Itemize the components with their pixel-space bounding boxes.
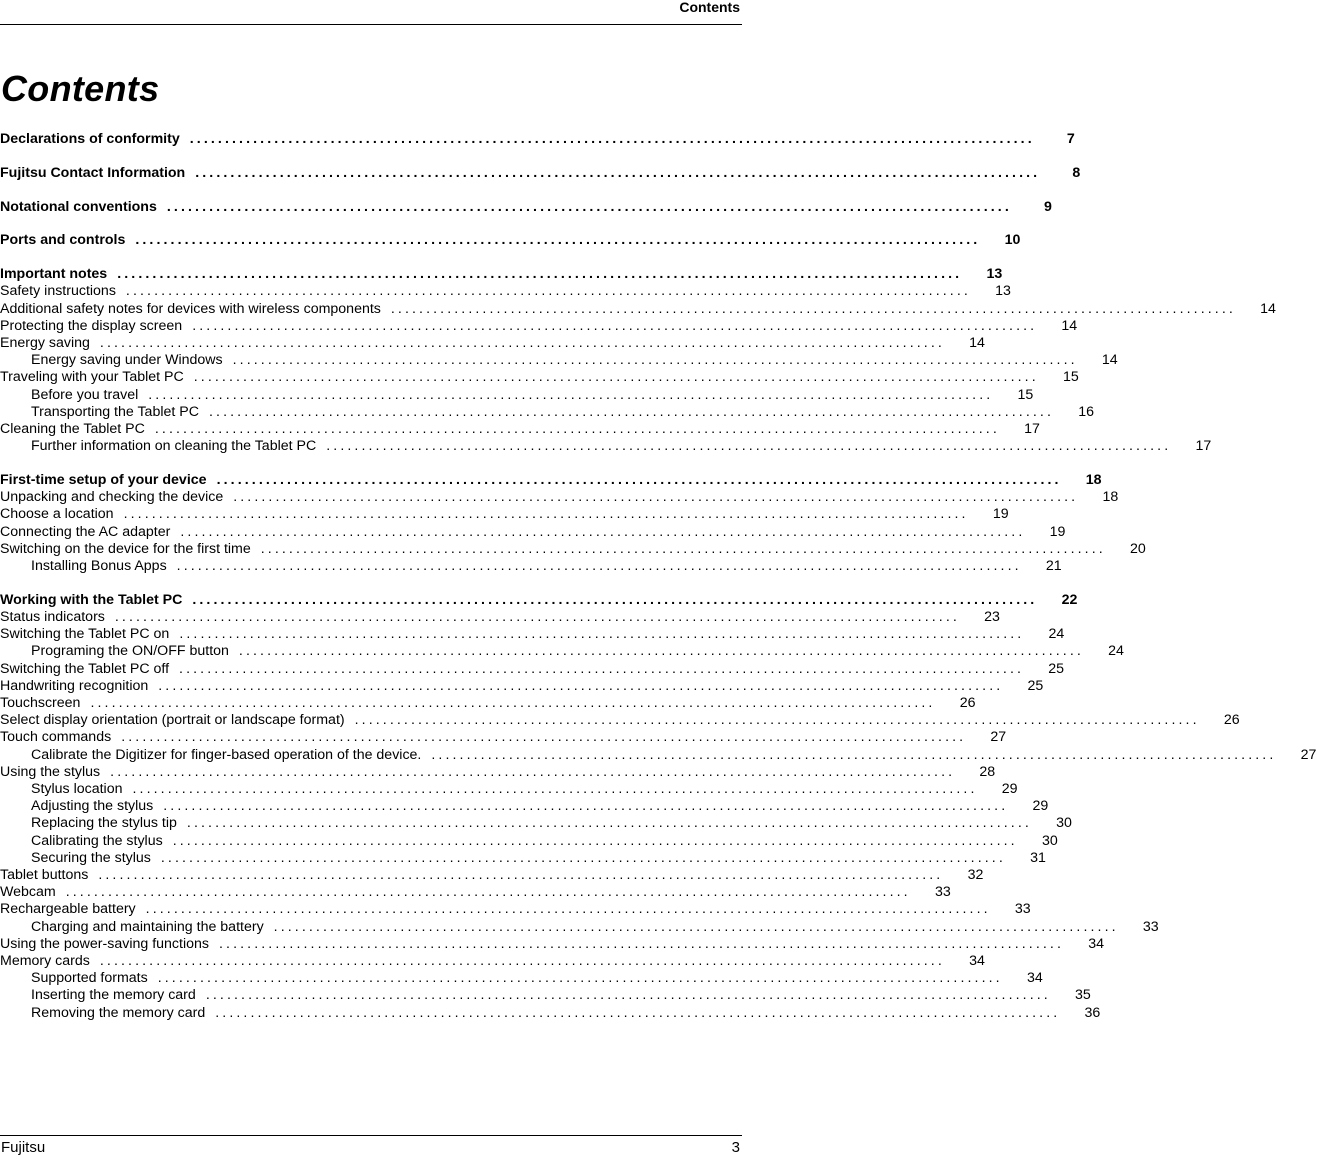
toc-entry-label: Adjusting the stylus <box>31 798 154 815</box>
toc-entry-label: Removing the memory card <box>31 1004 206 1021</box>
toc-dot-leader: ........................................................................................................................ <box>166 198 1012 215</box>
running-header-title: Contents <box>679 0 740 15</box>
toc-entry[interactable] <box>0 746 1317 764</box>
toc-entry-page: 32 <box>967 867 984 883</box>
toc-dot-leader: ........................................................................................................................ <box>192 317 1038 334</box>
footer-page-number: 3 <box>731 1139 740 1156</box>
toc-chapter-entry[interactable] <box>0 231 1021 249</box>
toc-entry-page: 25 <box>1027 677 1044 694</box>
toc-dot-leader: ........................................................................................................................ <box>99 335 945 351</box>
toc-chapter-entry[interactable] <box>0 164 1081 182</box>
toc-entry[interactable] <box>0 677 1044 695</box>
toc-entry-page: 18 <box>1102 489 1119 506</box>
toc-dot-leader: ........................................................................................................................ <box>218 935 1064 952</box>
toc-entry-page: 35 <box>1075 987 1091 1004</box>
toc-dot-leader: ........................................................................................................................ <box>121 729 967 746</box>
toc-entry-label: Energy saving <box>0 335 90 351</box>
toc-entry-page: 29 <box>1032 798 1049 815</box>
toc-entry-label: Working with the Tablet PC <box>0 591 183 608</box>
toc-entry-page: 30 <box>1041 832 1058 849</box>
toc-entry-page: 22 <box>1061 591 1078 608</box>
toc-entry-page: 14 <box>1061 317 1078 334</box>
toc-dot-leader: ........................................................................................................................ <box>176 558 1022 574</box>
toc-entry-label: Before you travel <box>31 386 139 403</box>
toc-dot-leader: ........................................................................................................................ <box>148 386 994 403</box>
toc-entry[interactable] <box>0 952 985 970</box>
toc-entry[interactable] <box>0 608 1000 626</box>
toc-entry-page: 7 <box>1066 131 1075 147</box>
toc-dot-leader: ........................................................................................................................ <box>123 506 969 523</box>
toc-entry-page: 23 <box>984 609 1000 625</box>
toc-entry[interactable] <box>0 540 1146 558</box>
toc-entry-page: 10 <box>1004 232 1021 249</box>
toc-dot-leader: ........................................................................................................................ <box>125 283 971 300</box>
toc-entry-label: Touch commands <box>0 729 112 746</box>
toc-entry[interactable] <box>0 849 1046 867</box>
toc-entry[interactable] <box>0 557 1062 575</box>
toc-entry-page: 18 <box>1085 472 1102 488</box>
toc-entry[interactable] <box>0 883 951 901</box>
toc-entry-label: Cleaning the Tablet PC <box>0 421 145 437</box>
toc-dot-leader: ........................................................................................................................ <box>326 438 1172 455</box>
toc-chapter-entry[interactable] <box>0 591 1078 609</box>
toc-chapter-entry[interactable] <box>0 130 1075 148</box>
toc-chapter-entry[interactable] <box>0 265 1003 283</box>
toc-entry-page: 27 <box>990 729 1007 746</box>
toc-entry[interactable] <box>0 282 1011 300</box>
toc-entry-label: Fujitsu Contact Information <box>0 164 186 181</box>
toc-dot-leader: ........................................................................................................................ <box>90 695 936 711</box>
toc-entry-label: Memory cards <box>0 953 90 969</box>
toc-entry[interactable] <box>0 728 1007 746</box>
toc-dot-leader: ........................................................................................................................ <box>431 746 1277 763</box>
toc-entry-label: Unpacking and checking the device <box>0 489 224 506</box>
toc-entry-page: 34 <box>969 953 985 969</box>
toc-entry-page: 14 <box>1260 300 1276 317</box>
toc-entry[interactable] <box>0 642 1124 660</box>
toc-entry-label: Inserting the memory card <box>31 987 196 1004</box>
toc-dot-leader: ........................................................................................................................ <box>110 763 956 780</box>
toc-dot-leader: ........................................................................................................................ <box>154 421 1000 437</box>
toc-entry-label: Declarations of conformity <box>0 131 180 147</box>
toc-entry[interactable] <box>0 437 1212 455</box>
toc-entry-label: Important notes <box>0 266 108 283</box>
toc-dot-leader: ........................................................................................................................ <box>215 1004 1061 1021</box>
toc-entry-page: 29 <box>1001 781 1018 797</box>
toc-dot-leader: ........................................................................................................................ <box>216 472 1062 488</box>
toc-entry-page: 17 <box>1195 438 1212 455</box>
toc-entry-label: Programing the ON/OFF button <box>31 643 229 660</box>
toc-entry[interactable] <box>0 1004 1101 1022</box>
toc-entry-page: 34 <box>1088 935 1104 952</box>
toc-dot-leader: ........................................................................................................................ <box>192 591 1038 608</box>
toc-entry-label: Replacing the stylus tip <box>31 815 177 832</box>
toc-entry-page: 13 <box>986 266 1003 283</box>
toc-chapter-entry[interactable] <box>0 198 1052 216</box>
toc-dot-leader: ........................................................................................................................ <box>158 677 1004 694</box>
toc-dot-leader: ........................................................................................................................ <box>98 867 944 883</box>
toc-dot-leader: ........................................................................................................................ <box>117 266 963 283</box>
toc-entry[interactable] <box>0 986 1091 1004</box>
toc-entry-page: 31 <box>1030 849 1046 866</box>
page-title: Contents <box>1 68 160 109</box>
toc-entry[interactable] <box>0 420 1040 438</box>
toc-dot-leader: ........................................................................................................................ <box>145 901 991 918</box>
toc-entry-label: Tablet buttons <box>0 867 89 883</box>
toc-entry[interactable] <box>0 625 1065 643</box>
toc-entry[interactable] <box>0 780 1018 798</box>
toc-entry[interactable] <box>0 694 976 712</box>
toc-chapter-entry[interactable] <box>0 471 1102 489</box>
toc-entry-label: Safety instructions <box>0 283 116 300</box>
toc-dot-leader: ........................................................................................................................ <box>99 953 945 969</box>
toc-entry-label: Notational conventions <box>0 198 157 215</box>
toc-dot-leader: ........................................................................................................................ <box>135 232 981 249</box>
toc-entry-page: 24 <box>1048 626 1065 643</box>
toc-entry-label: Protecting the display screen <box>0 317 183 334</box>
toc-entry[interactable] <box>0 832 1058 850</box>
toc-dot-leader: ........................................................................................................................ <box>232 352 1078 369</box>
toc-dot-leader: ........................................................................................................................ <box>195 164 1041 181</box>
toc-entry-page: 13 <box>995 283 1011 300</box>
toc-entry[interactable] <box>0 300 1276 318</box>
toc-entry[interactable] <box>0 368 1079 386</box>
toc-entry-label: Stylus location <box>31 781 123 797</box>
toc-dot-leader: ........................................................................................................................ <box>238 643 1084 660</box>
toc-dot-leader: ........................................................................................................................ <box>208 403 1054 420</box>
toc-entry[interactable] <box>0 505 1009 523</box>
toc-entry[interactable] <box>0 334 985 352</box>
toc-dot-leader: ........................................................................................................................ <box>260 540 1106 557</box>
toc-entry-page: 30 <box>1056 815 1072 832</box>
toc-entry[interactable] <box>0 797 1049 815</box>
toc-entry-page: 14 <box>969 335 985 351</box>
toc-entry-label: Switching on the device for the first time <box>0 540 251 557</box>
toc-dot-leader: ........................................................................................................................ <box>157 970 1003 987</box>
toc-entry-page: 16 <box>1078 403 1094 420</box>
toc-entry-page: 33 <box>934 884 951 901</box>
toc-entry-label: Rechargeable battery <box>0 901 136 918</box>
toc-entry-label: Ports and controls <box>0 232 126 249</box>
toc-entry[interactable] <box>0 711 1240 729</box>
toc-dot-leader: ........................................................................................................................ <box>65 884 911 901</box>
toc-dot-leader: ........................................................................................................................ <box>205 987 1051 1004</box>
toc-dot-leader: ........................................................................................................................ <box>179 660 1025 677</box>
toc-entry-label: Switching the Tablet PC off <box>0 660 170 677</box>
toc-dot-leader: ........................................................................................................................ <box>193 369 1039 386</box>
toc-entry-page: 34 <box>1026 970 1043 987</box>
toc-entry-label: Using the power-saving functions <box>0 935 209 952</box>
footer-brand: Fujitsu <box>1 1139 46 1156</box>
toc-entry[interactable] <box>0 935 1104 953</box>
toc-entry-label: Traveling with your Tablet PC <box>0 369 184 386</box>
toc-entry[interactable] <box>0 403 1094 421</box>
toc-entry-label: Touchscreen <box>0 695 81 711</box>
toc-entry-page: 17 <box>1024 421 1040 437</box>
toc-entry[interactable] <box>0 523 1066 541</box>
toc-entry[interactable] <box>0 317 1078 335</box>
toc-entry[interactable] <box>0 918 1159 936</box>
toc-entry-label: Installing Bonus Apps <box>31 558 167 574</box>
toc-entry-page: 27 <box>1300 746 1317 763</box>
toc-dot-leader: ........................................................................................................................ <box>160 849 1006 866</box>
toc-dot-leader: ........................................................................................................................ <box>179 626 1025 643</box>
toc-dot-leader: ........................................................................................................................ <box>172 832 1018 849</box>
toc-entry-page: 21 <box>1045 558 1062 574</box>
toc-entry-page: 26 <box>959 695 976 711</box>
toc-entry-page: 26 <box>1223 712 1240 729</box>
toc-entry-label: Status indicators <box>0 609 105 625</box>
toc-entry-label: Further information on cleaning the Tablet PC <box>31 438 317 455</box>
toc-entry-label: Select display orientation (portrait or landscape format) <box>0 712 345 729</box>
toc-entry[interactable] <box>0 900 1031 918</box>
toc-entry-page: 19 <box>992 506 1009 523</box>
toc-entry-label: Calibrating the stylus <box>31 832 163 849</box>
toc-entry[interactable] <box>0 660 1065 678</box>
toc-entry-label: Switching the Tablet PC on <box>0 626 170 643</box>
toc-entry-page: 9 <box>1043 198 1052 215</box>
toc-entry-page: 15 <box>1062 369 1079 386</box>
toc-entry[interactable] <box>0 814 1072 832</box>
toc-dot-leader: ........................................................................................................................ <box>114 609 960 625</box>
toc-entry[interactable] <box>0 763 996 781</box>
toc-entry-label: Additional safety notes for devices with wireless components <box>0 300 381 317</box>
toc-dot-leader: ........................................................................................................................ <box>132 781 978 797</box>
toc-entry-label: Handwriting recognition <box>0 677 149 694</box>
toc-dot-leader: ........................................................................................................................ <box>186 815 1032 832</box>
toc-entry-page: 14 <box>1101 352 1118 369</box>
toc-dot-leader: ........................................................................................................................ <box>390 300 1236 317</box>
toc-entry-label: Securing the stylus <box>31 849 151 866</box>
toc-entry-label: Using the stylus <box>0 763 101 780</box>
toc-dot-leader: ........................................................................................................................ <box>354 712 1200 729</box>
toc-dot-leader: ........................................................................................................................ <box>180 523 1026 540</box>
toc-dot-leader: ........................................................................................................................ <box>189 131 1035 147</box>
toc-dot-leader: ........................................................................................................................ <box>273 918 1119 935</box>
toc-entry-label: Connecting the AC adapter <box>0 523 171 540</box>
toc-entry-page: 28 <box>979 763 996 780</box>
footer-rule <box>0 1135 742 1136</box>
toc-entry-page: 8 <box>1072 164 1081 181</box>
toc-entry[interactable] <box>0 351 1118 369</box>
toc-entry-label: First-time setup of your device <box>0 472 207 488</box>
toc-entry-page: 15 <box>1017 386 1034 403</box>
toc-entry[interactable] <box>0 488 1119 506</box>
toc-dot-leader: ........................................................................................................................ <box>233 489 1079 506</box>
toc-entry-label: Supported formats <box>31 970 148 987</box>
toc-entry[interactable] <box>0 969 1043 987</box>
toc-entry-label: Choose a location <box>0 506 114 523</box>
toc-entry[interactable] <box>0 866 984 884</box>
toc-entry-page: 25 <box>1048 660 1065 677</box>
toc-entry-label: Energy saving under Windows <box>31 352 223 369</box>
toc-entry-page: 20 <box>1130 540 1146 557</box>
toc-entry-label: Webcam <box>0 884 56 901</box>
toc-entry-label: Calibrate the Digitizer for finger-based operation of the device. <box>31 746 422 763</box>
toc-entry-page: 36 <box>1084 1004 1101 1021</box>
toc-entry-label: Transporting the Tablet PC <box>31 403 199 420</box>
toc-entry-page: 19 <box>1049 523 1066 540</box>
toc-entry-label: Charging and maintaining the battery <box>31 918 264 935</box>
toc-entry[interactable] <box>0 386 1034 404</box>
toc-dot-leader: ........................................................................................................................ <box>163 798 1009 815</box>
toc-entry-page: 33 <box>1014 901 1031 918</box>
toc-entry-page: 33 <box>1142 918 1159 935</box>
toc-entry-page: 24 <box>1108 643 1124 660</box>
